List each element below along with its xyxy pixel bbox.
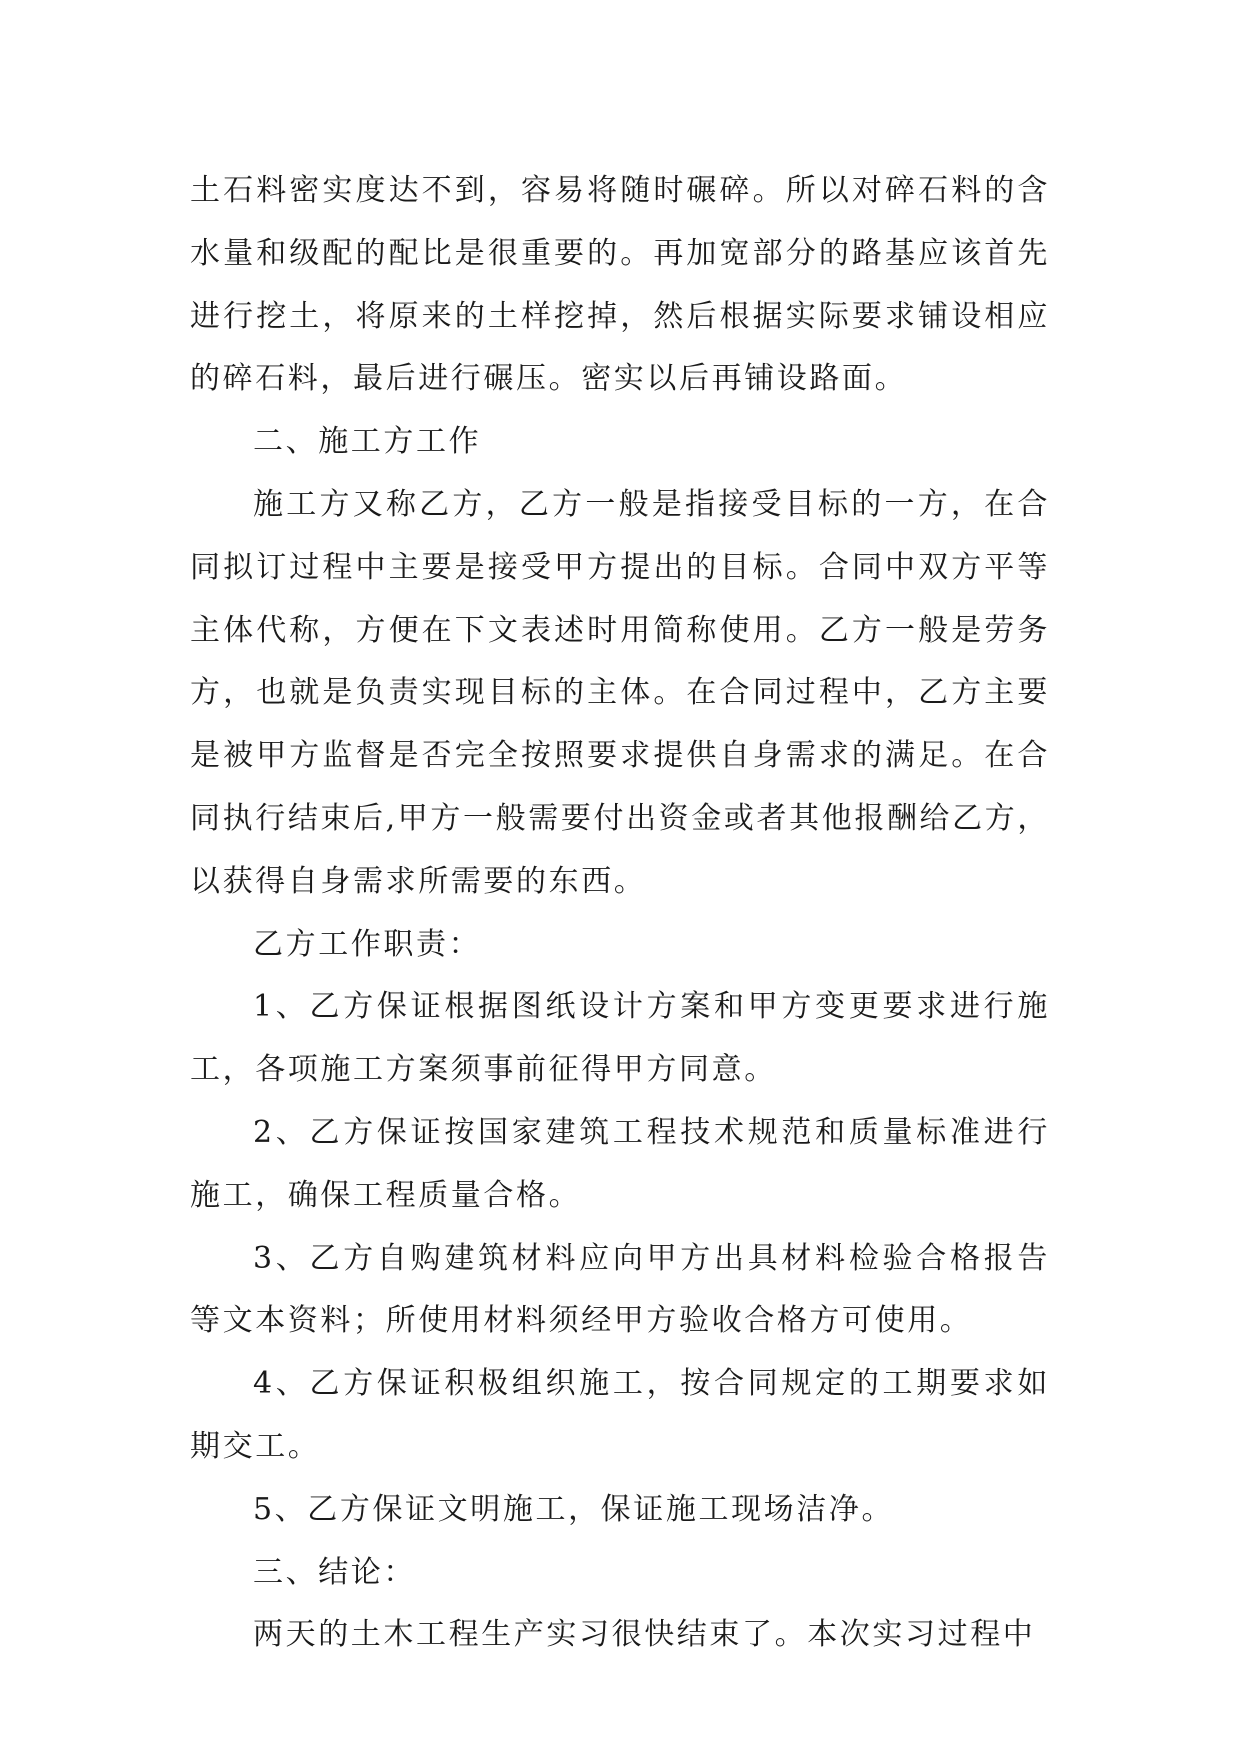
paragraph-conclusion: 两天的土木工程生产实习很快结束了。本次实习过程中 [253, 1617, 1036, 1653]
paragraph-continued: 土石料密实度达不到，容易将随时碾碎。所以对碎石料的含水量和级配的配比是很重要的。再加宽部分的路基应该首先进行挖土，将原来的土样挖掉，然后根据实际要求铺设相应的碎石料，最后进行碾压。密实以后再铺设路面。 [190, 173, 1050, 397]
section-heading-conclusion: 三、结论： [253, 1554, 416, 1590]
duty-item-1: 1、乙方保证根据图纸设计方案和甲方变更要求进行施工，各项施工方案须事前征得甲方同意。 [190, 989, 1050, 1088]
document-body [190, 160, 1050, 1667]
section-heading-contractor-work: 二、施工方工作 [253, 424, 482, 460]
subheading-duties: 乙方工作职责： [253, 926, 482, 962]
duty-item-4: 4、乙方保证积极组织施工，按合同规定的工期要求如期交工。 [190, 1366, 1050, 1464]
duty-item-5: 5、乙方保证文明施工，保证施工现场洁净。 [253, 1491, 895, 1527]
duty-item-2: 2、乙方保证按国家建筑工程技术规范和质量标准进行施工，确保工程质量合格。 [190, 1114, 1050, 1213]
paragraph-contractor-definition: 施工方又称乙方，乙方一般是指接受目标的一方，在合同拟订过程中主要是接受甲方提出的目标。合同中双方平等主体代称，方便在下文表述时用简称使用。乙方一般是劳务方，也就是负责实现目标的主体。在合同过程中，乙方主要是被甲方监督是否完全按照要求提供自身需求的满足。在合同执行结束后,甲方一般需要付出资金或者其他报酬给乙方，以获得自身需求所需要的东西。 [190, 486, 1050, 899]
duty-item-3: 3、乙方自购建筑材料应向甲方出具材料检验合格报告等文本资料；所使用材料须经甲方验收合格方可使用。 [190, 1240, 1050, 1339]
